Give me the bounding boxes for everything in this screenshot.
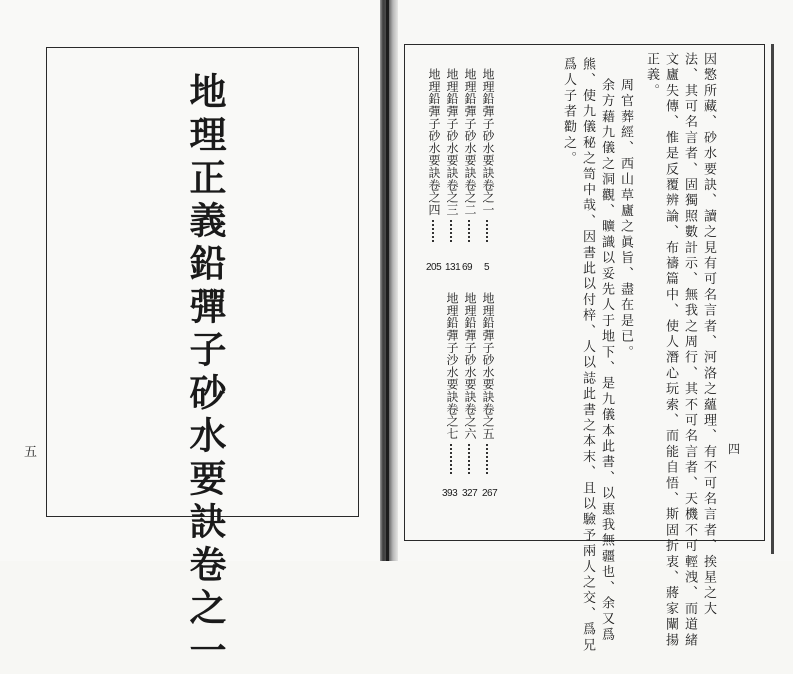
- toc-leader-dots: [468, 220, 472, 242]
- preface-column: 爲人子者勸之。: [561, 57, 576, 167]
- toc-page-number: 131: [445, 262, 461, 273]
- toc-entry-title: 地理鉛彈子沙水要訣卷之七: [445, 292, 459, 440]
- toc-page-number: 327: [462, 488, 478, 499]
- toc-leader-dots: [486, 444, 490, 474]
- preface-column: 正義。: [644, 52, 659, 100]
- preface-column: 余方藉九儀之洞觀、曠識以妥先人于地下、是九儀本此書、以惠我無疆也、余又爲: [599, 78, 614, 644]
- gutter-shadow: [386, 0, 389, 561]
- toc-leader-dots: [468, 444, 472, 474]
- toc-entry: [464, 292, 476, 474]
- toc-entry-title: 地理鉛彈子砂水要訣卷之三: [445, 68, 459, 216]
- preface-column: 熊、使九儀秘之笥中哉、因書此以付梓、人以誌此書之本末、且以驗予兩人之交、爲兄: [580, 57, 595, 654]
- toc-leader-dots: [450, 220, 454, 242]
- preface-column: 因憼所藏、砂水要訣、讀之見有可名言者、河洛之蘊理、有不可名言者、挨星之大: [701, 52, 716, 618]
- preface-column: 法、其可名言者、固獨照數計示、無我之周行、其不可名言者、天機不可輕洩、而道緒: [682, 52, 697, 649]
- toc-entry-title: 地理鉛彈子砂水要訣卷之二: [463, 68, 477, 216]
- toc-entry-title: 地理鉛彈子砂水要訣卷之六: [463, 292, 477, 440]
- page-edge-shadow: [771, 44, 774, 554]
- toc-page-number: 5: [484, 262, 490, 273]
- left-page-number: 五: [24, 445, 38, 460]
- toc-page-number: 267: [482, 488, 498, 499]
- toc-entry-title: 地理鉛彈子砂水要訣卷之一: [481, 68, 495, 216]
- toc-entry: [446, 292, 458, 474]
- toc-entry: [464, 68, 476, 242]
- book-gutter: [380, 0, 398, 561]
- toc-leader-dots: [486, 220, 490, 242]
- toc-entry: [446, 68, 458, 242]
- right-page: [398, 0, 793, 654]
- left-page: [0, 0, 382, 674]
- toc-page-number: 69: [462, 262, 473, 273]
- toc-page-number: 393: [442, 488, 458, 499]
- preface-column: 文廬失傳、惟是反覆辨論、布禱篇中、使人潛心玩索、而能自悟、斯固折衷、蔣家闡揚: [663, 52, 678, 649]
- preface-column: 周官葬經、西山草廬之眞旨、盡在是已。: [618, 78, 633, 361]
- toc-leader-dots: [450, 444, 454, 474]
- toc-leader-dots: [432, 220, 436, 242]
- toc-page-number: 205: [426, 262, 442, 273]
- toc-entry: [428, 68, 440, 242]
- toc-entry-title: 地理鉛彈子砂水要訣卷之五: [481, 292, 495, 440]
- toc-entry-title: 地理鉛彈子砂水要訣卷之四: [427, 68, 441, 216]
- book-title: 地理正義鉛彈子砂水要訣卷之一: [183, 72, 227, 674]
- toc-entry: [482, 292, 494, 474]
- right-page-number: 四: [728, 442, 741, 456]
- toc-entry: [482, 68, 494, 242]
